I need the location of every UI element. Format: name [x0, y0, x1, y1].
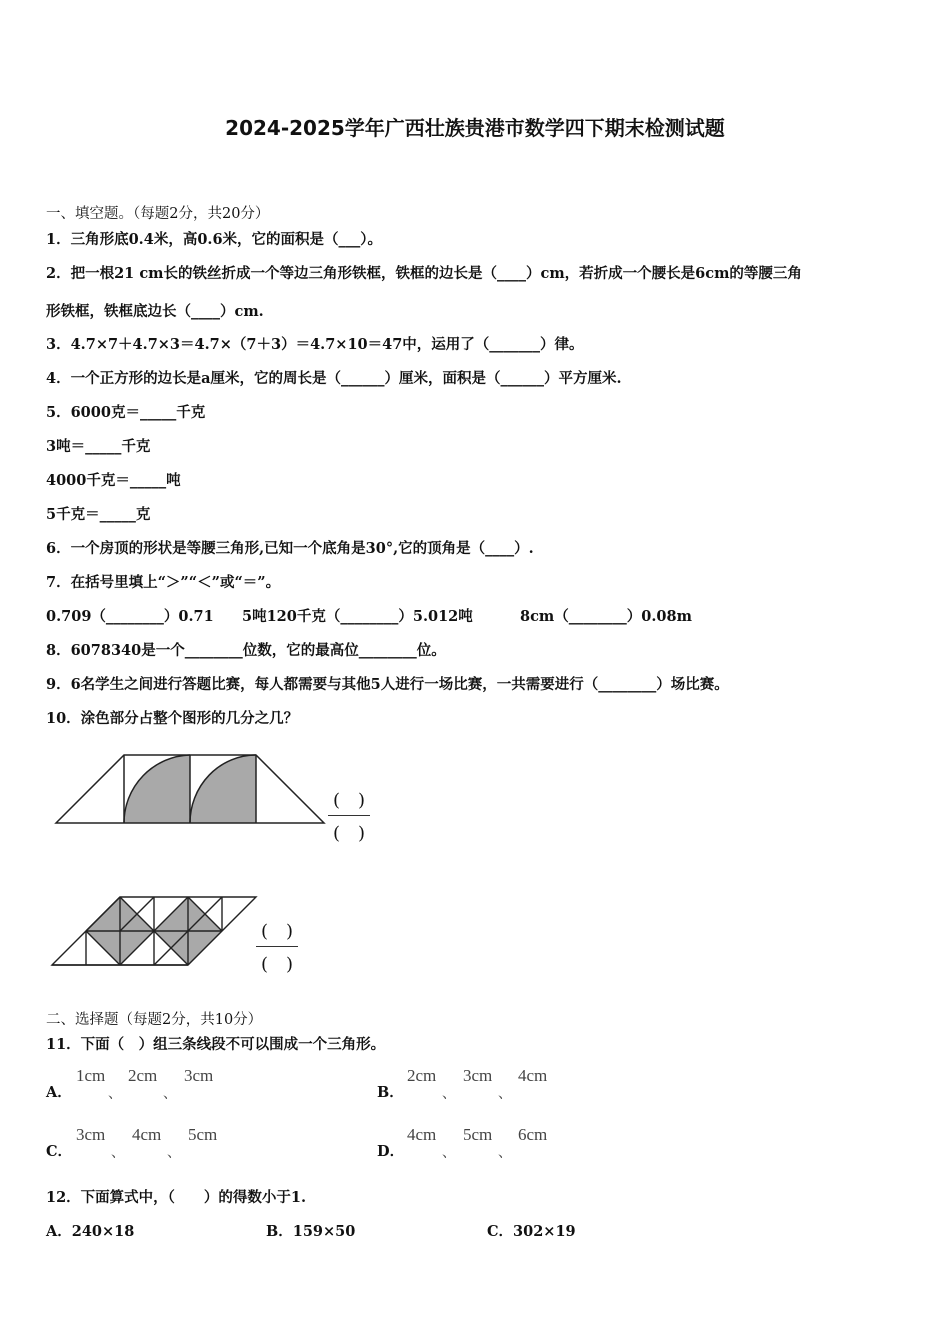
option-b-q12[interactable]: B．159×50	[266, 1223, 356, 1240]
question-1: 1．三角形底0.4米，高0.6米，它的面积是（___）。	[46, 231, 383, 248]
length-value: 1cm	[76, 1066, 106, 1085]
question-7c: 8cm（________）0.08m	[520, 608, 692, 625]
length-value: 3cm	[184, 1066, 214, 1085]
trapezoid-figure	[50, 750, 340, 830]
question-7b: 5吨120千克（________）5.012吨	[242, 608, 473, 625]
length-value: 4cm	[518, 1066, 548, 1085]
option-c-q12[interactable]: C．302×19	[487, 1223, 576, 1240]
option-a-label[interactable]: A．	[46, 1084, 72, 1101]
question-7a: 0.709（________）0.71	[46, 608, 214, 625]
question-10: 10．涂色部分占整个图形的几分之几？	[46, 710, 299, 727]
length-value: 6cm	[518, 1125, 548, 1144]
question-5c: 4000千克＝_____吨	[46, 472, 181, 489]
option-a-q12[interactable]: A．240×18	[46, 1223, 135, 1240]
length-value: 2cm	[128, 1066, 158, 1085]
length-value: 3cm	[76, 1125, 106, 1144]
parallelogram-figure	[48, 893, 263, 971]
question-7: 7．在括号里填上“＞”“＜”或“＝”。	[46, 574, 281, 591]
separator: 、	[442, 1145, 456, 1161]
separator: 、	[442, 1086, 456, 1102]
fraction-denominator: ( )	[332, 823, 366, 844]
length-value: 5cm	[463, 1125, 493, 1144]
question-3: 3．4.7×7＋4.7×3＝4.7×（7＋3）＝4.7×10＝47中，运用了（_______）律。	[46, 336, 584, 353]
option-b-label[interactable]: B．	[377, 1084, 404, 1101]
question-9: 9．6名学生之间进行答题比赛，每人都需要与其他5人进行一场比赛，一共需要进行（________）场比赛。	[46, 676, 729, 693]
question-5a: 5．6000克＝_____千克	[46, 404, 206, 421]
shaded-region-2	[190, 755, 256, 823]
separator: 、	[111, 1145, 125, 1161]
length-value: 4cm	[407, 1125, 437, 1144]
fraction-numerator: ( )	[332, 790, 366, 811]
separator: 、	[498, 1086, 512, 1102]
separator: 、	[108, 1086, 122, 1102]
fraction-denominator: ( )	[260, 954, 294, 975]
question-2-line-1: 2．把一根21 cm长的铁丝折成一个等边三角形铁框，铁框的边长是（____）cm，若折成一个腰长是6cm的等腰三角	[46, 265, 802, 282]
separator: 、	[163, 1086, 177, 1102]
question-8: 8．6078340是一个________位数，它的最高位________位。	[46, 642, 446, 659]
length-value: 5cm	[188, 1125, 218, 1144]
question-5d: 5千克＝_____克	[46, 506, 151, 523]
option-d-label[interactable]: D．	[377, 1143, 405, 1160]
question-11: 11．下面（ ）组三条线段不可以围成一个三角形。	[46, 1036, 386, 1053]
question-2-line-2: 形铁框，铁框底边长（____）cm.	[46, 303, 264, 320]
length-value: 2cm	[407, 1066, 437, 1085]
separator: 、	[167, 1145, 181, 1161]
separator: 、	[498, 1145, 512, 1161]
section-heading-fill-in: 一、填空题。（每题2分，共20分）	[46, 206, 270, 222]
fraction-answer-1[interactable]	[328, 786, 370, 845]
fraction-numerator: ( )	[260, 921, 294, 942]
question-12: 12．下面算式中，（ ）的得数小于1.	[46, 1189, 307, 1206]
question-5b: 3吨＝_____千克	[46, 438, 151, 455]
option-c-label[interactable]: C．	[46, 1143, 73, 1160]
section-heading-choice: 二、选择题（每题2分，共10分）	[46, 1012, 263, 1028]
fraction-answer-2[interactable]	[256, 917, 298, 976]
length-value: 4cm	[132, 1125, 162, 1144]
question-4: 4．一个正方形的边长是a厘米，它的周长是（______）厘米，面积是（______）平方厘米.	[46, 370, 622, 387]
length-value: 3cm	[463, 1066, 493, 1085]
page-title: 2024-2025学年广西壮族贵港市数学四下期末检测试题	[225, 116, 725, 140]
question-6: 6．一个房顶的形状是等腰三角形,已知一个底角是30°,它的顶角是（____）.	[46, 540, 534, 557]
